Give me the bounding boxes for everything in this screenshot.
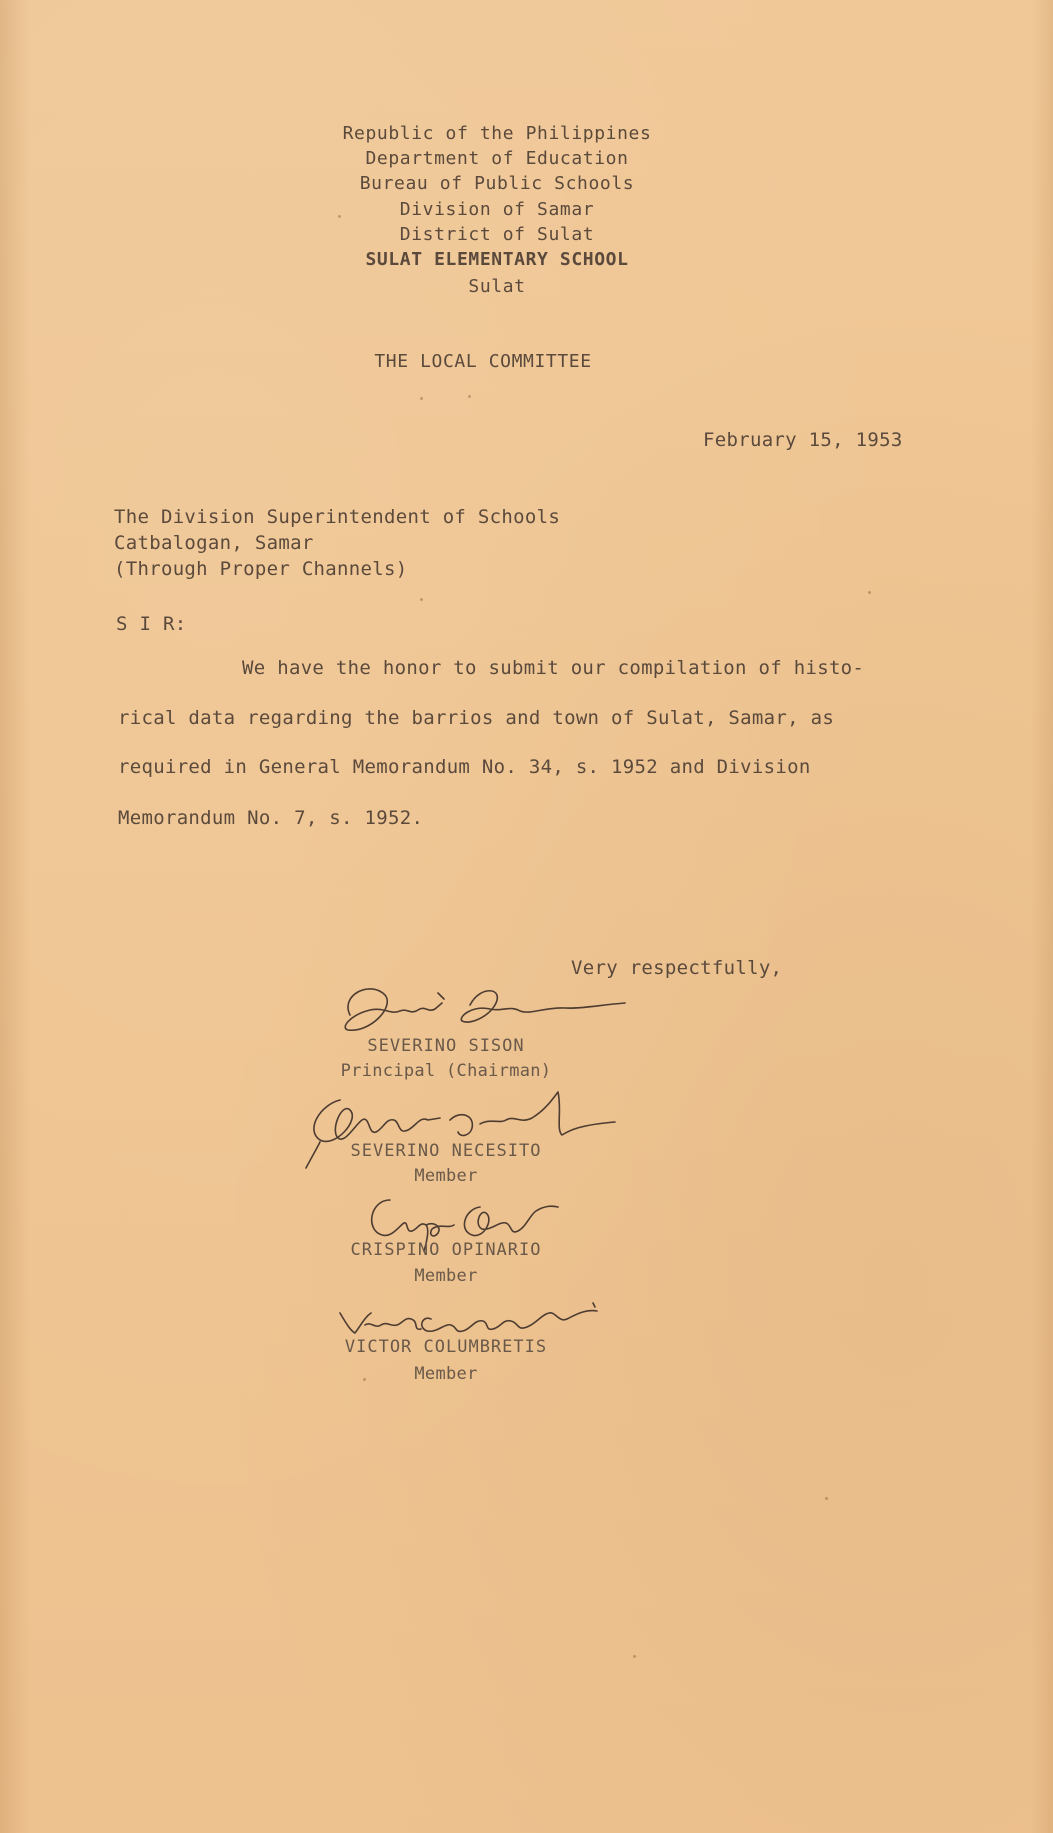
signatory-1-role: Principal (Chairman) — [340, 1061, 552, 1081]
salutation: S I R: — [116, 613, 187, 635]
body-line-3: required in General Memorandum No. 34, s. 1952 and Division — [118, 756, 811, 778]
signatory-2-role: Member — [414, 1166, 478, 1186]
signatory-1-name: SEVERINO SISON — [367, 1036, 525, 1056]
letterhead-department: Department of Education — [365, 148, 629, 169]
letterhead-school: SULAT ELEMENTARY SCHOOL — [365, 249, 629, 270]
body-line-4: Memorandum No. 7, s. 1952. — [118, 807, 424, 829]
paper-speck — [868, 591, 871, 594]
addressee-line-2: Catbalogan, Samar — [114, 532, 314, 554]
body-line-1: We have the honor to submit our compilation of histo- — [242, 657, 865, 679]
letterhead-republic: Republic of the Philippines — [342, 123, 652, 144]
signatory-3-role: Member — [414, 1266, 478, 1286]
paper-speck — [420, 598, 423, 601]
signatory-2-name: SEVERINO NECESITO — [350, 1141, 542, 1161]
addressee-line-1: The Division Superintendent of Schools — [114, 506, 561, 528]
body-line-2: rical data regarding the barrios and town of Sulat, Samar, as — [118, 707, 835, 729]
paper-speck — [825, 1497, 828, 1500]
paper-speck — [338, 215, 341, 218]
letterhead-district: District of Sulat — [399, 224, 595, 245]
letterhead-division: Division of Samar — [399, 199, 595, 220]
committee-title: THE LOCAL COMMITTEE — [374, 351, 592, 372]
letter-date: February 15, 1953 — [703, 429, 903, 451]
letterhead-bureau: Bureau of Public Schools — [359, 173, 635, 194]
addressee-line-3: (Through Proper Channels) — [114, 558, 408, 580]
signatory-4-name: VICTOR COLUMBRETIS — [344, 1337, 548, 1357]
paper-speck — [420, 397, 423, 400]
closing: Very respectfully, — [571, 957, 783, 979]
paper-speck — [468, 395, 471, 398]
signatory-3-name: CRISPINO OPINARIO — [350, 1240, 542, 1260]
letterhead-town: Sulat — [468, 276, 526, 297]
paper-speck — [633, 1655, 636, 1658]
paper-speck — [363, 1378, 366, 1381]
signatory-4-role: Member — [414, 1364, 478, 1384]
